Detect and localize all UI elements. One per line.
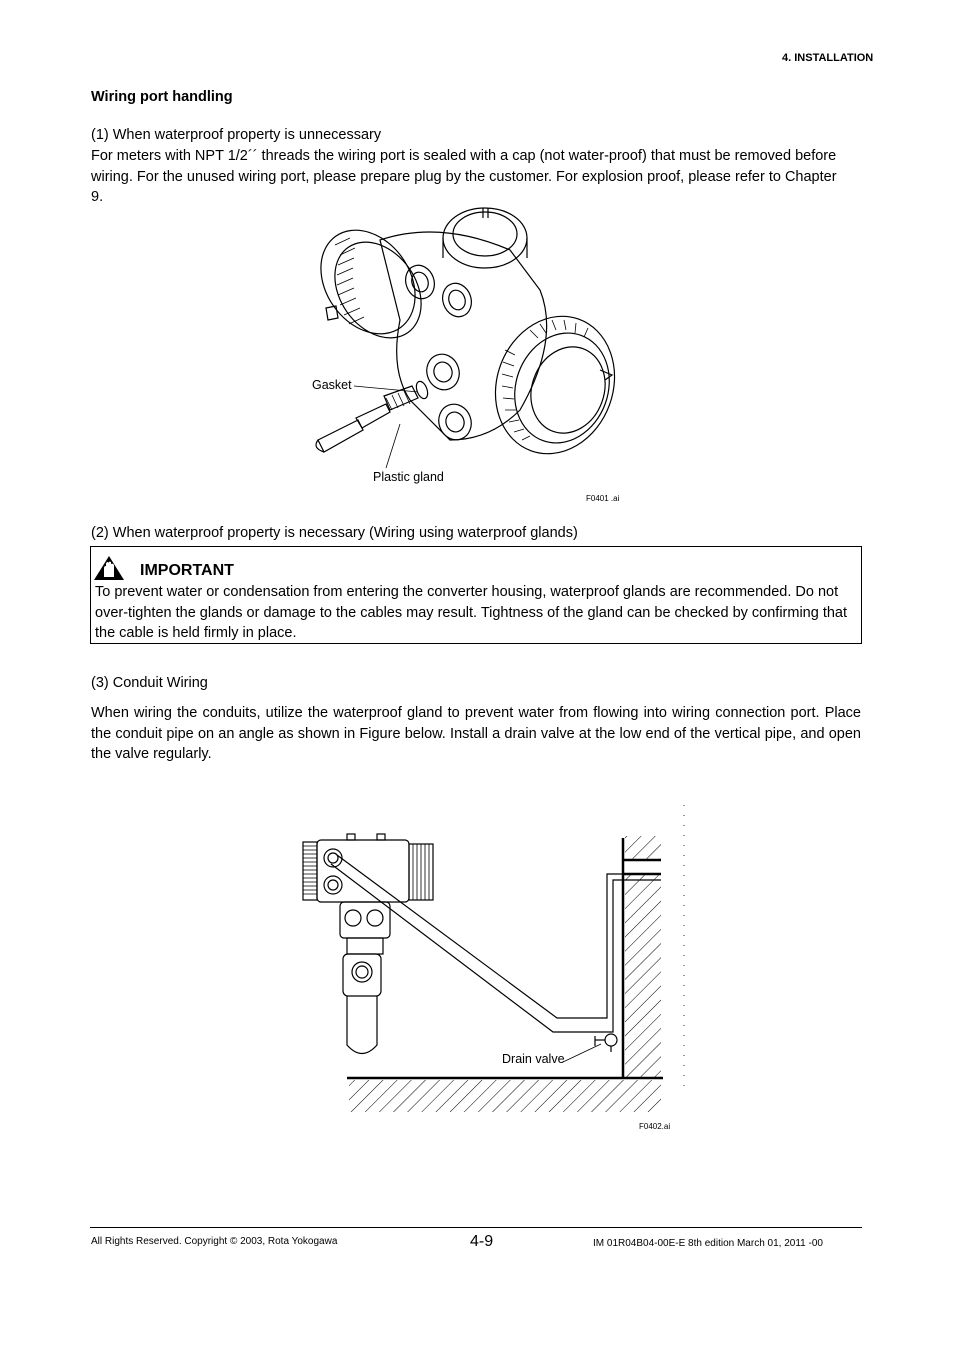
figure1-code: F0401 .ai [586,494,620,503]
document-id: IM 01R04B04-00E-E 8th edition March 01, 2011 -00 [593,1238,823,1249]
important-body: To prevent water or condensation from entering the converter housing, waterproof glands are recommended. Do not over-tighten the glands or damage to the cables may result. Tightness of the gland can be checked by confirming that the cable is held firmly in place. [95,584,848,641]
case3-title: (3) Conduit Wiring [91,675,208,691]
leader-gasket [352,384,422,396]
footer-rule [90,1227,862,1228]
footer-copyright: All Rights Reserved. Copyright © 2003, Rota Yokogawa [91,1236,338,1247]
case3-body: When wiring the conduits, utilize the waterproof gland to prevent water from flowing into wiring connection port. Place the conduit pipe on an angle as shown in Figure below. Install a drain valve at the low end of the vertical pipe, and open the valve regularly. [91,705,861,762]
figure-wiring-port [300,200,640,510]
warning-hand-icon [93,555,125,581]
label-drain-valve: Drain valve [502,1052,565,1066]
page-heading: Wiring port handling [91,89,233,105]
page-number: 4-9 [470,1233,494,1250]
label-plastic-gland: Plastic gland [373,470,444,484]
label-gasket: Gasket [312,378,352,392]
case2-title: When waterproof property is necessary (Wiring using waterproof glands) [112,525,578,541]
figure2-code: F0402.ai [639,1122,671,1131]
important-title: IMPORTANT [140,562,234,579]
case1-body: For meters with NPT 1/2´´ threads the wiring port is sealed with a cap (not water-proof) that must be removed before wiring. For the unused wiring port, please prepare plug by the customer. For explosion proof, please refer to Chapter 9. [91,148,837,205]
section-header: 4. INSTALLATION [782,52,874,64]
leader-gland [380,420,410,472]
case1-title: (1) When waterproof property is unnecessary [91,127,382,143]
figure-conduit-wiring [295,800,690,1120]
case2-number: (2) [91,525,109,541]
case2-heading [91,523,851,544]
